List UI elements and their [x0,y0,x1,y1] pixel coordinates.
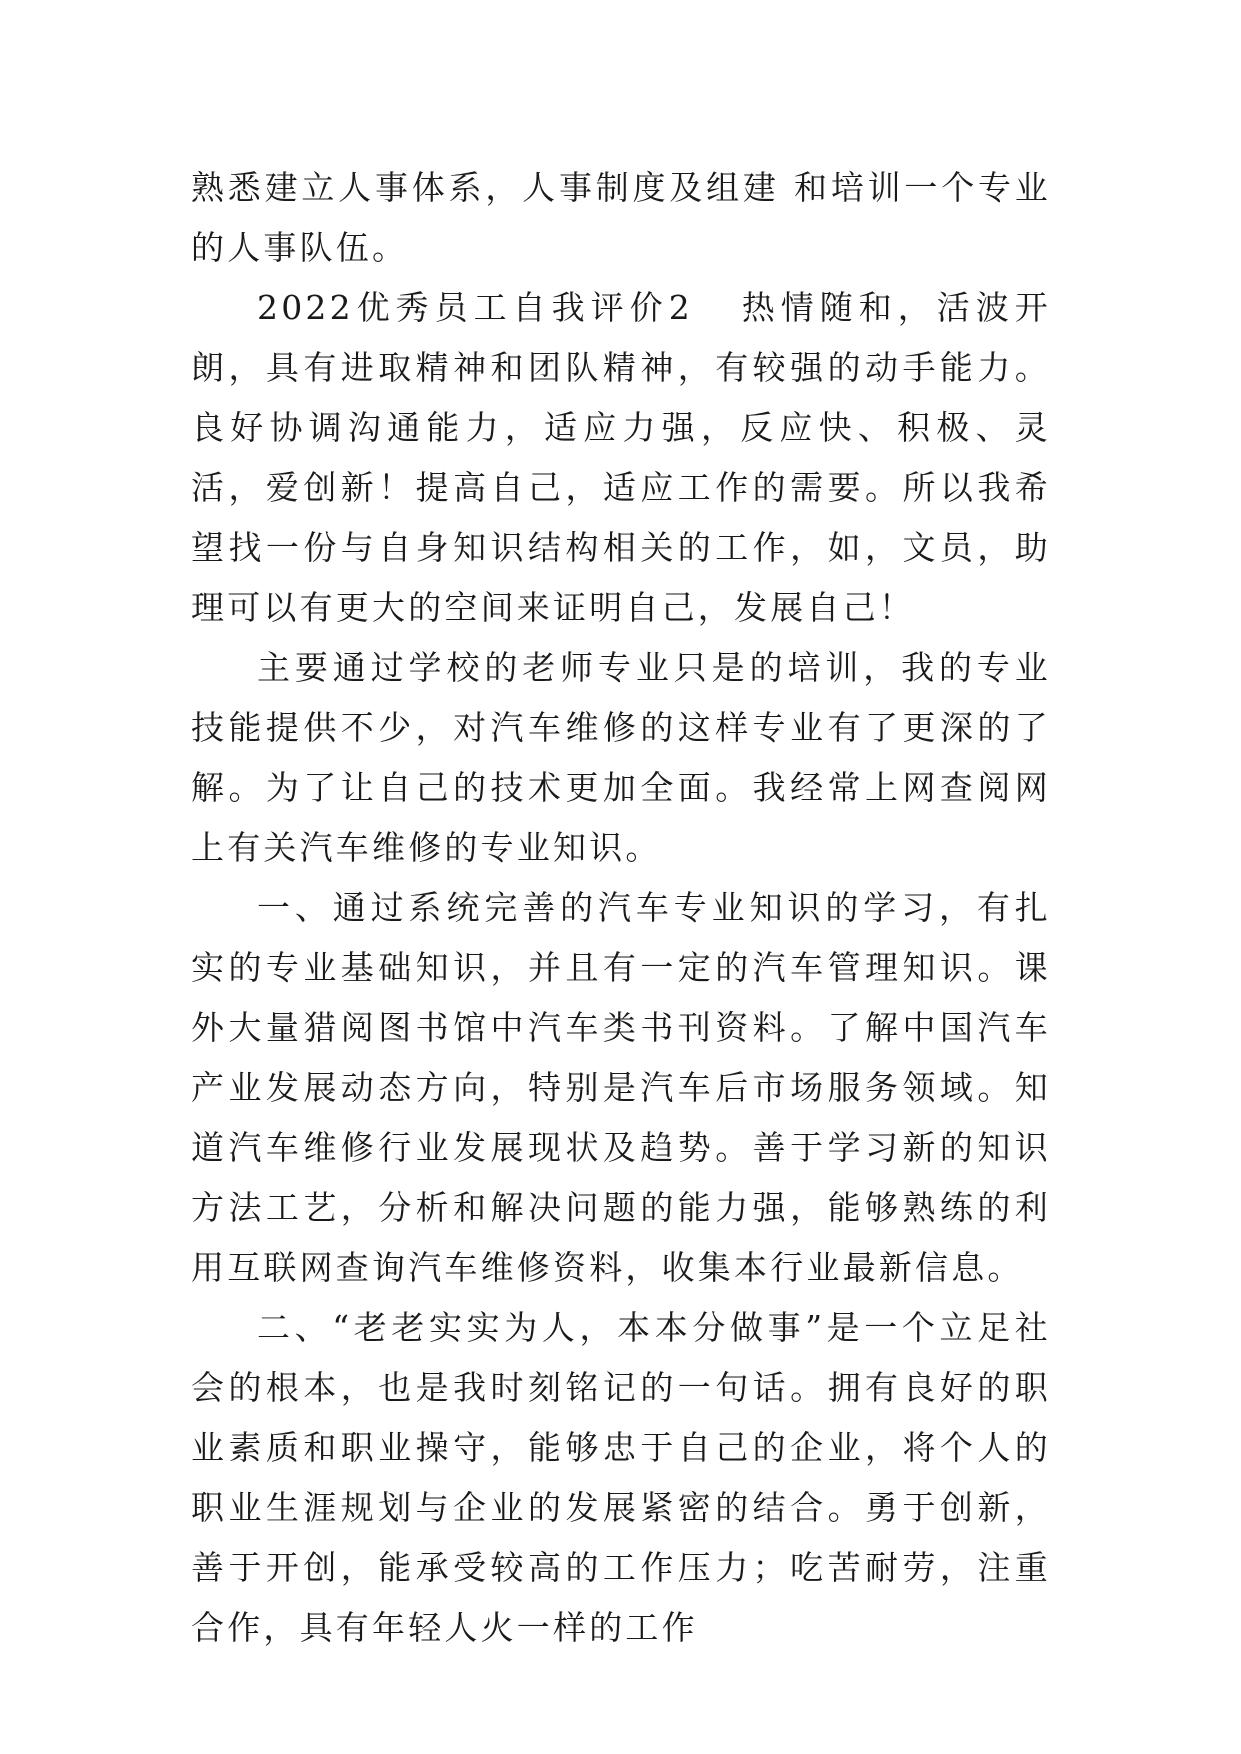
paragraph-text: 熟悉建立人事体系，人事制度及组建 和培训一个专业的人事队伍。 [191,168,1051,267]
section-heading: 2022优秀员工自我评价2 [257,288,693,327]
paragraph-text: 热情随和，活波开朗，具有进取精神和团队精神，有较强的动手能力。良好协调沟通能力，适应力强，反应快、积极、灵活，爱创新！提高自己，适应工作的需要。所以我希望找一份与自身知识结构相关的工作，如，文员，助理可以有更大的空间来证明自己，发展自己！ [191,288,1051,627]
paragraph-3 [191,638,1051,878]
paragraph-4 [191,878,1051,1298]
paragraph-2 [191,278,1051,638]
paragraph-text: 主要通过学校的老师专业只是的培训，我的专业技能提供不少，对汽车维修的这样专业有了更深的了解。为了让自己的技术更加全面。我经常上网查阅网上有关汽车维修的专业知识。 [191,648,1051,867]
paragraph-5 [191,1298,1051,1658]
document-body [191,158,1051,1658]
paragraph-text: 二、“老老实实为人，本本分做事”是一个立足社会的根本，也是我时刻铭记的一句话。拥有良好的职业素质和职业操守，能够忠于自己的企业，将个人的职业生涯规划与企业的发展紧密的结合。勇于创新，善于开创，能承受较高的工作压力；吃苦耐劳，注重合作，具有年轻人火一样的工作 [191,1308,1051,1647]
paragraph-text: 一、通过系统完善的汽车专业知识的学习，有扎实的专业基础知识，并且有一定的汽车管理知识。课外大量猎阅图书馆中汽车类书刊资料。了解中国汽车产业发展动态方向，特别是汽车后市场服务领域。知道汽车维修行业发展现状及趋势。善于学习新的知识方法工艺，分析和解决问题的能力强，能够熟练的利用互联网查询汽车维修资料，收集本行业最新信息。 [191,888,1051,1287]
paragraph-1 [191,158,1051,278]
